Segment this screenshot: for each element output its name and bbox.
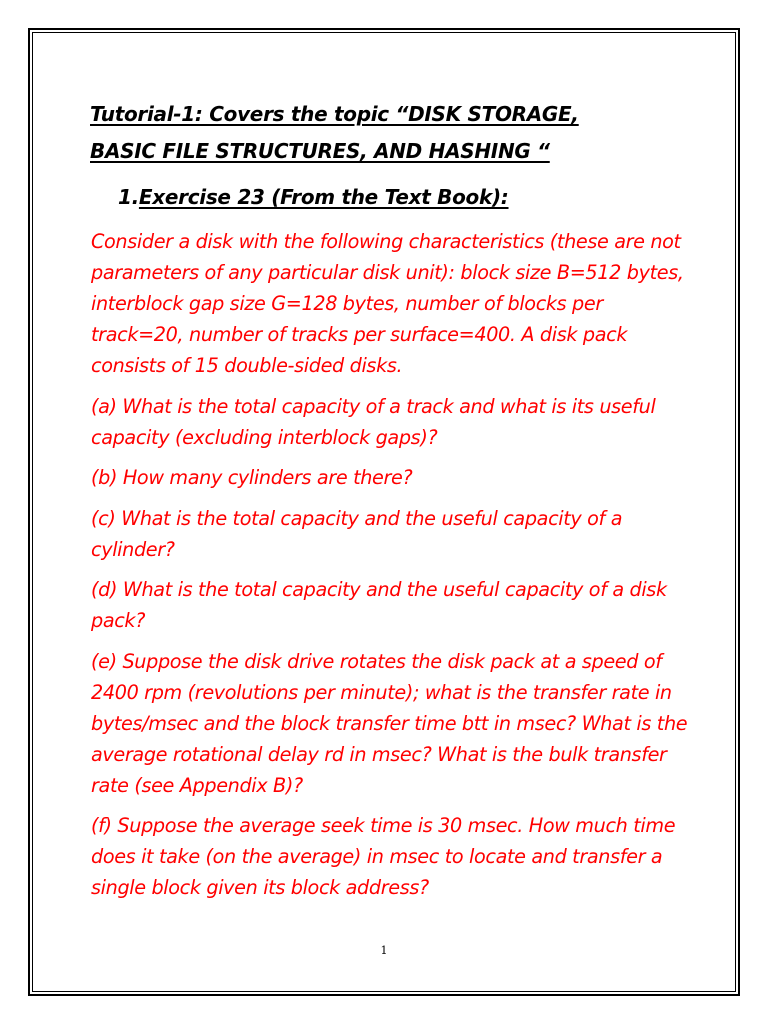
page-title bbox=[90, 96, 690, 170]
exercise-label: Exercise 23 (From the Text Book): bbox=[138, 185, 509, 209]
exercise-number: 1. bbox=[118, 185, 139, 209]
question-e: (e) Suppose the disk drive rotates the disk pack at a speed of 2400 rpm (revolutions per minute); what is the transfer rate in bytes/msec and the block transfer time btt in msec? What is the average rotational delay rd in msec? What is the bulk transfer rate (see Appendix B)? bbox=[91, 649, 688, 797]
question-a: (a) What is the total capacity of a track and what is its useful capacity (excluding interblock gaps)? bbox=[91, 394, 656, 449]
exercise-body bbox=[91, 226, 696, 913]
page-number: 1 bbox=[380, 944, 388, 957]
title-line-2: BASIC FILE STRUCTURES, AND HASHING “ bbox=[90, 139, 550, 163]
problem-statement: Consider a disk with the following characteristics (these are not parameters of any particular disk unit): block size B=512 bytes, interblock gap size G=128 bytes, number of blocks per track=20, number of tracks per surface=400. A disk pack consists of 15 double-sided disks. bbox=[91, 230, 684, 377]
question-f: (f) Suppose the average seek time is 30 msec. How much time does it take (on the average) in msec to locate and transfer a single block given its block address? bbox=[91, 814, 676, 899]
question-c: (c) What is the total capacity and the useful capacity of a cylinder? bbox=[91, 506, 623, 561]
title-line-1: Tutorial-1: Covers the topic “DISK STORAGE, bbox=[90, 102, 579, 126]
question-d: (d) What is the total capacity and the useful capacity of a disk pack? bbox=[91, 578, 667, 632]
exercise-heading bbox=[118, 182, 509, 212]
question-b: (b) How many cylinders are there? bbox=[91, 466, 413, 489]
